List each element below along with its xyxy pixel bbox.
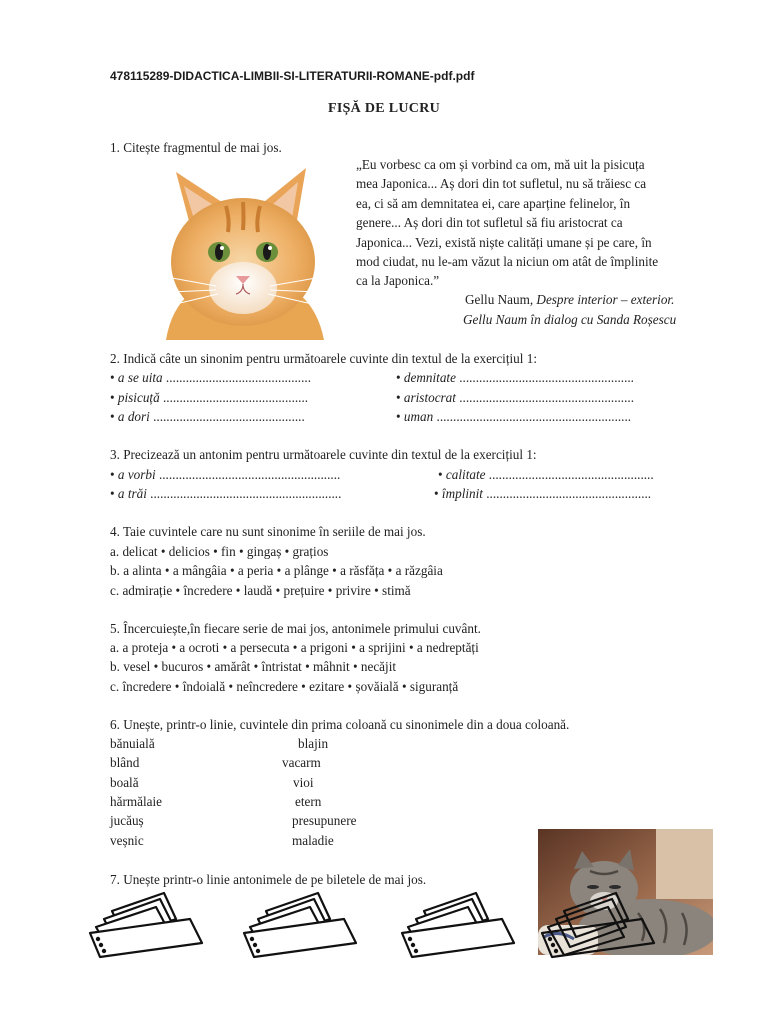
word-label: a se uita (117, 370, 163, 385)
col2-word[interactable]: maladie (292, 833, 334, 848)
ex4-series[interactable]: a. delicat • delicios • fin • gingaș • grațios (110, 544, 329, 559)
answer-blank[interactable]: ..................................................... (459, 370, 634, 385)
word-label: a vorbi (117, 467, 156, 482)
paper-tickets-icon[interactable] (538, 889, 658, 959)
answer-blank[interactable]: .................................................. (488, 467, 654, 482)
answer-blank[interactable]: .......................................................... (150, 486, 342, 501)
answer-blank[interactable]: .............................................. (153, 409, 305, 424)
answer-blank[interactable]: ....................................................... (158, 467, 341, 482)
ex1-heading: 1. Citește fragmentul de mai jos. (110, 140, 282, 155)
ex6-heading: 6. Unește, printr-o linie, cuvintele din prima coloană cu sinonimele din a doua coloană. (110, 717, 570, 732)
ex2-left-item: • a se uita ............................................ (110, 370, 311, 385)
paper-tickets-icon[interactable] (240, 889, 360, 959)
quote-line: genere... Aș dori din tot sufletul să fiu aristocrat ca (356, 215, 623, 231)
col1-word[interactable]: bănuială (110, 736, 155, 751)
ex2-left-item: • pisicuță ............................................ (110, 390, 309, 405)
col2-word[interactable]: etern (295, 794, 322, 809)
word-label: a dori (117, 409, 150, 424)
word-label: împlinit (441, 486, 483, 501)
word-label: calitate (445, 467, 486, 482)
word-label: a trăi (117, 486, 147, 501)
author-name: Gellu Naum, (465, 292, 534, 307)
col1-word[interactable]: veșnic (110, 833, 144, 848)
col1-word[interactable]: blând (110, 755, 140, 770)
quote-line: ea, ci să am demnitatea ei, care aparține felinelor, în (356, 195, 631, 211)
ex3-right-item: • împlinit .................................................. (434, 486, 652, 501)
quote-line: Japonica... Vezi, există niște calități umane și pe care, în (356, 234, 652, 250)
ex5-series[interactable]: a. a proteja • a ocroti • a persecuta • a prigoni • a sprijini • a nedreptăți (110, 640, 479, 655)
page-title: FIȘĂ DE LUCRU (327, 101, 441, 116)
quote-attribution (465, 292, 674, 308)
answer-blank[interactable]: ..................................................... (459, 390, 634, 405)
word-label: uman (403, 409, 434, 424)
ex4-series[interactable]: c. admirație • încredere • laudă • prețuire • privire • stimă (110, 583, 411, 598)
ex5-heading: 5. Încercuiește,în fiecare serie de mai jos, antonimele primului cuvânt. (110, 621, 481, 636)
answer-blank[interactable]: ............................................ (165, 370, 311, 385)
paper-tickets-icon[interactable] (398, 889, 518, 959)
ex3-left-item: • a vorbi ....................................................... (110, 467, 341, 482)
quote-line: mea Japonica... Aș dori din tot sufletul, nu să trăiesc ca (356, 176, 647, 192)
word-label: aristocrat (403, 390, 456, 405)
ex2-left-item: • a dori .............................................. (110, 409, 305, 424)
col2-word[interactable]: vacarm (282, 755, 321, 770)
ex2-right-item: • demnitate ..................................................... (396, 370, 634, 385)
ex3-heading: 3. Precizează un antonim pentru următoarele cuvinte din textul de la exercițiul 1: (110, 447, 537, 462)
ex4-series[interactable]: b. a alinta • a mângâia • a peria • a plânge • a răsfăța • a răzgâia (110, 563, 443, 578)
ex5-series[interactable]: b. vesel • bucuros • amărât • întristat • mâhnit • necăjit (110, 659, 397, 674)
source-title: Despre interior – exterior. (536, 292, 675, 307)
quote-line: mod ciudat, nu le-am văzut la niciun om atât de împlinite (356, 254, 659, 270)
ex2-right-item: • aristocrat ..................................................... (396, 390, 634, 405)
word-label: pisicuță (117, 390, 160, 405)
ex2-heading: 2. Indică câte un sinonim pentru următoarele cuvinte din textul de la exercițiul 1: (110, 351, 537, 366)
col1-word[interactable]: boală (110, 775, 139, 790)
ex3-right-item: • calitate .................................................. (438, 467, 654, 482)
file-name: 478115289-DIDACTICA-LIMBII-SI-LITERATURII-ROMANE-pdf.pdf (110, 69, 475, 83)
ex4-heading: 4. Taie cuvintele care nu sunt sinonime în seriile de mai jos. (110, 524, 426, 539)
ex2-right-item: • uman ........................................................... (396, 409, 632, 424)
source-subtitle-text: Gellu Naum în dialog cu Sanda Roșescu (463, 312, 677, 327)
answer-blank[interactable]: ........................................................... (436, 409, 632, 424)
col2-word[interactable]: blajin (298, 736, 329, 751)
ex5-series[interactable]: c. încredere • îndoială • neîncredere • ezitare • șovăială • siguranță (110, 679, 459, 694)
quote-line: „Eu vorbesc ca om și vorbind ca om, mă uit la pisicuța (356, 157, 645, 172)
source-subtitle (463, 312, 676, 328)
orange-kitten-photo (146, 158, 342, 340)
word-label: demnitate (403, 370, 456, 385)
answer-blank[interactable]: .................................................. (486, 486, 652, 501)
paper-tickets-icon[interactable] (86, 889, 206, 959)
ex7-heading: 7. Unește printr-o linie antonimele de pe biletele de mai jos. (110, 872, 427, 887)
quote-block (356, 155, 712, 291)
col2-word[interactable]: vioi (293, 775, 314, 790)
ex3-left-item: • a trăi .......................................................... (110, 486, 342, 501)
col1-word[interactable]: hărmălaie (110, 794, 162, 809)
quote-line: ca la Japonica.” (356, 273, 440, 289)
answer-blank[interactable]: ............................................ (162, 390, 309, 405)
col2-word[interactable]: presupunere (292, 813, 357, 828)
col1-word[interactable]: jucăuș (110, 813, 144, 828)
